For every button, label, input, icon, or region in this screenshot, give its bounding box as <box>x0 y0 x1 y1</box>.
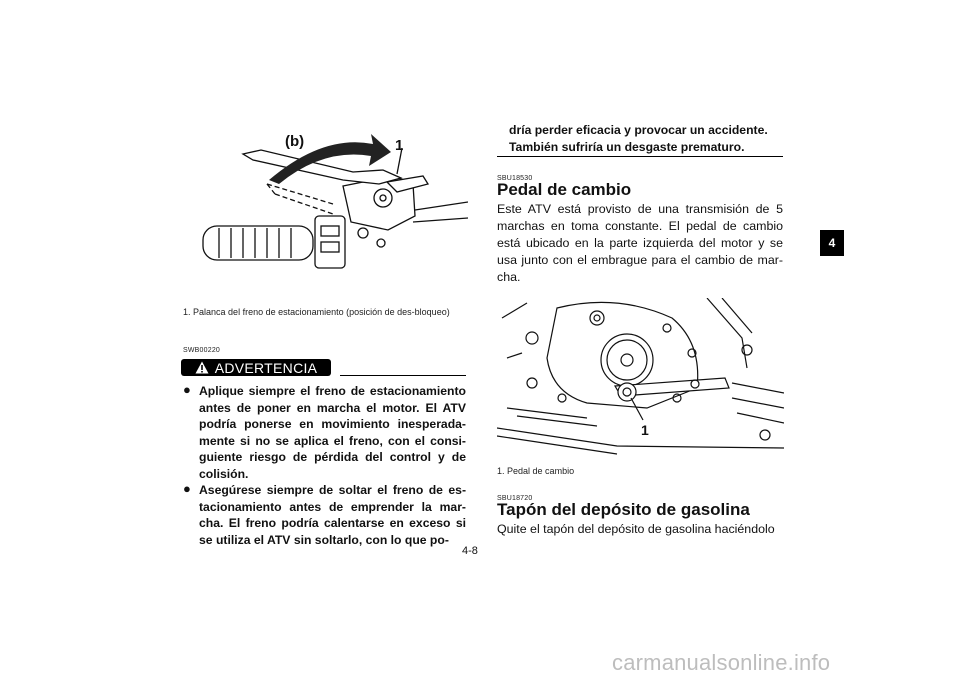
warning-title: ADVERTENCIA <box>214 359 318 376</box>
figure2-caption <box>497 465 574 477</box>
section1-code: SBU18530 <box>497 175 533 182</box>
warning-list <box>183 383 466 548</box>
bullet-icon: ● <box>183 382 191 397</box>
parking-brake-illustration <box>183 118 468 298</box>
figure1-caption <box>183 306 466 318</box>
label-b: (b) <box>285 133 305 150</box>
caption-number: 1. <box>497 466 505 476</box>
section1-title: Pedal de cambio <box>497 180 632 199</box>
warning-code: SWB00220 <box>183 347 221 354</box>
section2-code: SBU18720 <box>497 495 533 502</box>
warning-banner <box>181 359 331 376</box>
warning-continuation: dría perder eficacia y provocar un accidente. También sufriría un desgaste prematuro. <box>509 123 768 154</box>
warning-item-text: Asegúrese siempre de soltar el freno de es-tacionamiento antes de emprender la mar-cha. El freno podría calentarse en exceso si se utiliza el ATV sin soltarlo, con lo que po- <box>199 483 466 547</box>
warning-item <box>183 383 466 482</box>
warning-rule <box>340 375 466 376</box>
section1-body: Este ATV está provisto de una transmisión de 5 marchas en toma constante. El pedal de cambio está ubicado en la parte izquierda del motor y se usa junto con el embrague para el cambio de mar-cha. <box>497 202 783 284</box>
shift-pedal-figure <box>497 298 784 455</box>
caption-text: Palanca del freno de estacionamiento (posición de des-bloqueo) <box>193 307 450 317</box>
caption-number: 1. <box>183 307 191 317</box>
label-1: 1 <box>641 422 649 438</box>
warning-item <box>183 482 466 548</box>
chapter-tab: 4 <box>820 230 844 256</box>
shift-pedal-illustration <box>497 298 784 455</box>
warning-triangle-icon <box>195 361 209 374</box>
caption-text: Pedal de cambio <box>507 466 575 476</box>
label-1: 1 <box>395 137 404 154</box>
warning-end-rule <box>497 156 783 157</box>
section2-title: Tapón del depósito de gasolina <box>497 500 750 519</box>
watermark: carmanualsonline.info <box>612 650 831 675</box>
bullet-icon: ● <box>183 481 191 496</box>
page-number: 4-8 <box>462 545 478 557</box>
warning-item-text: Aplique siempre el freno de estacionamiento antes de poner en marcha el motor. El ATV podría ponerse en movimiento inesperada-mente si no se aplica el freno, con el consi-guiente riesgo de pérdida del control y de colisión. <box>199 384 466 481</box>
section2-body: Quite el tapón del depósito de gasolina haciéndolo <box>497 522 775 536</box>
parking-brake-figure <box>183 118 468 298</box>
